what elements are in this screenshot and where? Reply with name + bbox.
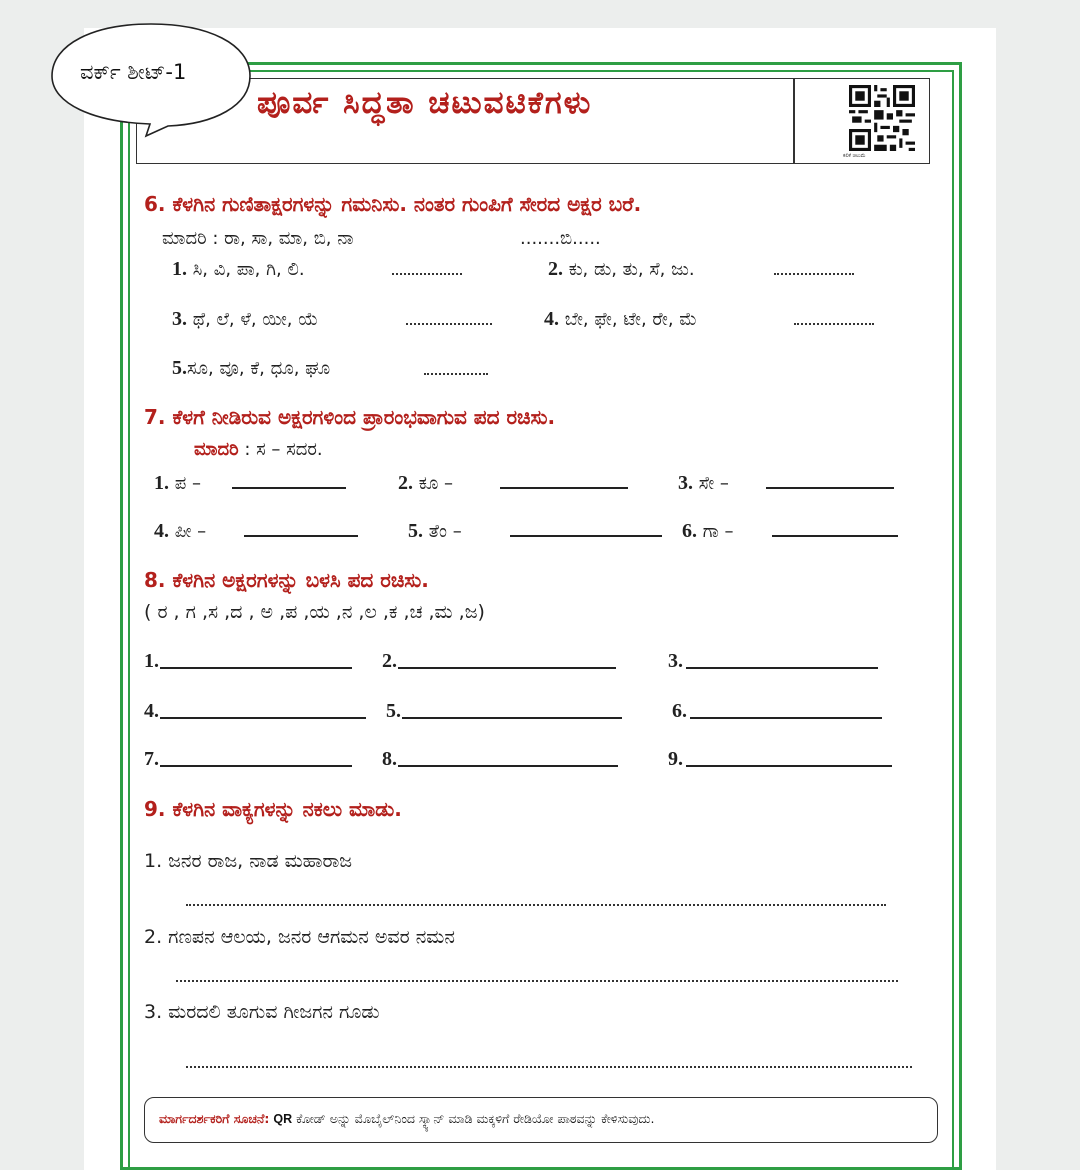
q6-example-answer: .......ಬಿ.....: [520, 228, 601, 249]
q6-item: [172, 357, 330, 380]
header-box: [136, 78, 930, 164]
answer-blank[interactable]: [160, 667, 352, 669]
answer-dots[interactable]: [392, 273, 462, 275]
q7-item-number: 1.: [154, 472, 169, 494]
footer-qr: QR: [273, 1112, 293, 1126]
q6-item-text: ಥೆ, ಲೆ, ಳೆ, ಯೀ, ಯೆ: [192, 309, 319, 330]
footer-note-box: [144, 1097, 938, 1143]
q8-number: 6.: [672, 700, 687, 722]
q8-number: 4.: [144, 700, 159, 722]
q8-letters: ( ರ , ಗ ,ಸ ,ದ , ಅ ,ಪ ,ಯ ,ನ ,ಲ ,ಕ ,ಚ ,ಮ ,ಜ): [144, 601, 485, 623]
q6-item-number: 4.: [544, 308, 559, 330]
footer-note: [159, 1111, 654, 1127]
q6-item-text: ಸೂ, ವೂ, ಕೆ, ಧೂ, ಘೂ: [187, 358, 331, 379]
q8-number: 1.: [144, 650, 159, 672]
q8-heading: 8. ಕೆಳಗಿನ ಅಕ್ಷರಗಳನ್ನು ಬಳಸಿ ಪದ ರಚಿಸು.: [144, 568, 429, 592]
q6-item: [544, 308, 697, 331]
q6-item-number: 1.: [172, 258, 187, 280]
footer-instruction: ಕೋಡ್ ಅನ್ನು ಮೊಬೈಲ್‌ನಿಂದ ಸ್ಕ್ಯಾನ್ ಮಾಡಿ ಮಕ್ಕಳಿಗೆ ರೇಡಿಯೋ ಪಾಠವನ್ನು ಕೇಳಿಸುವುದು.: [296, 1111, 655, 1126]
answer-blank[interactable]: [686, 765, 892, 767]
q9-sentence: 1. ಜನರ ರಾಜ, ನಾಡ ಮಹಾರಾಜ: [144, 850, 353, 872]
q6-heading: 6. ಕೆಳಗಿನ ಗುಣಿತಾಕ್ಷರಗಳನ್ನು ಗಮನಿಸು. ನಂತರ ಗುಂಪಿಗೆ ಸೇರದ ಅಕ್ಷರ ಬರೆ.: [144, 192, 642, 216]
q6-item: [172, 258, 305, 281]
q6-item-number: 3.: [172, 308, 187, 330]
q7-item-number: 2.: [398, 472, 413, 494]
q8-number: 7.: [144, 748, 159, 770]
q8-number: 8.: [382, 748, 397, 770]
answer-blank[interactable]: [232, 487, 346, 489]
answer-blank[interactable]: [244, 535, 358, 537]
answer-blank[interactable]: [766, 487, 894, 489]
q6-item-text: ಕು, ಡು, ತು, ಸೆ, ಜು.: [568, 259, 695, 280]
q7-example-text: : ಸ – ಸದರ.: [244, 439, 323, 460]
q7-item-letter: ತೆಂ –: [428, 521, 462, 542]
q6-example: [162, 228, 354, 249]
q6-item-text: ಬೇ, ಫೇ, ಟೇ, ರೇ, ಮೆ: [564, 309, 698, 330]
footer-label: ಮಾರ್ಗದರ್ಶಕರಿಗೆ ಸೂಚನೆ:: [159, 1111, 270, 1126]
header-divider: [793, 79, 795, 163]
q8-number: 9.: [668, 748, 683, 770]
q7-item: [398, 472, 453, 495]
q7-example: [194, 439, 323, 460]
q7-item: [408, 520, 462, 543]
q7-item-letter: ಗಾ –: [702, 521, 734, 542]
q6-example-label: ಮಾದರಿ :: [162, 228, 219, 249]
answer-dots[interactable]: [774, 273, 854, 275]
answer-blank[interactable]: [160, 765, 352, 767]
answer-dots[interactable]: [406, 323, 492, 325]
q7-item: [678, 472, 729, 495]
q8-number: 3.: [668, 650, 683, 672]
answer-blank[interactable]: [398, 667, 616, 669]
q7-item-number: 5.: [408, 520, 423, 542]
q7-item: [154, 472, 201, 495]
q7-item-letter: ಸೇ –: [698, 473, 729, 494]
q7-item-letter: ಪೀ –: [174, 521, 207, 542]
answer-blank[interactable]: [772, 535, 898, 537]
q6-item-number: 2.: [548, 258, 563, 280]
copy-line-dots[interactable]: [186, 1066, 912, 1068]
answer-blank[interactable]: [510, 535, 662, 537]
answer-dots[interactable]: [794, 323, 874, 325]
q7-item-number: 4.: [154, 520, 169, 542]
q7-item: [154, 520, 206, 543]
qr-code-icon: [849, 85, 915, 151]
q7-example-label: ಮಾದರಿ: [194, 439, 239, 460]
answer-blank[interactable]: [398, 765, 618, 767]
q6-item: [172, 308, 318, 331]
page-title: ಪೂರ್ವ ಸಿದ್ಧತಾ ಚಟುವಟಿಕೆಗಳು: [257, 85, 593, 121]
q8-number: 2.: [382, 650, 397, 672]
q9-sentence: 3. ಮರದಲಿ ತೂಗುವ ಗೀಜಗನ ಗೂಡು: [144, 1001, 380, 1023]
answer-blank[interactable]: [500, 487, 628, 489]
q7-item: [682, 520, 734, 543]
q8-number: 5.: [386, 700, 401, 722]
answer-blank[interactable]: [160, 717, 366, 719]
answer-dots[interactable]: [424, 373, 488, 375]
answer-blank[interactable]: [402, 717, 622, 719]
q9-sentence: 2. ಗಣಪನ ಆಲಯ, ಜನರ ಆಗಮನ ಅವರ ನಮನ: [144, 926, 455, 948]
answer-blank[interactable]: [686, 667, 878, 669]
q6-item-number: 5.: [172, 357, 187, 379]
worksheet-label: ವರ್ಕ್ ಶೀಟ್-1: [80, 60, 187, 84]
q7-heading: 7. ಕೆಳಗೆ ನೀಡಿರುವ ಅಕ್ಷರಗಳಿಂದ ಪ್ರಾರಂಭವಾಗುವ ಪದ ರಚಿಸು.: [144, 405, 556, 429]
copy-line-dots[interactable]: [176, 980, 898, 982]
q6-item: [548, 258, 695, 281]
q6-example-items: ರಾ, ಸಾ, ಮಾ, ಬಿ, ನಾ: [224, 228, 354, 249]
q7-item-letter: ಪ –: [174, 473, 201, 494]
answer-blank[interactable]: [690, 717, 882, 719]
q7-item-number: 3.: [678, 472, 693, 494]
qr-caption: ಕಲಿಕೆ ಚಿಲುಮೆ: [843, 153, 866, 159]
q9-heading: 9. ಕೆಳಗಿನ ವಾಕ್ಯಗಳನ್ನು ನಕಲು ಮಾಡು.: [144, 797, 402, 821]
copy-line-dots[interactable]: [186, 904, 886, 906]
q6-item-text: ಸಿ, ವಿ, ಪಾ, ಗಿ, ಲಿ.: [192, 259, 305, 280]
q7-item-number: 6.: [682, 520, 697, 542]
q7-item-letter: ಕೂ –: [418, 473, 454, 494]
